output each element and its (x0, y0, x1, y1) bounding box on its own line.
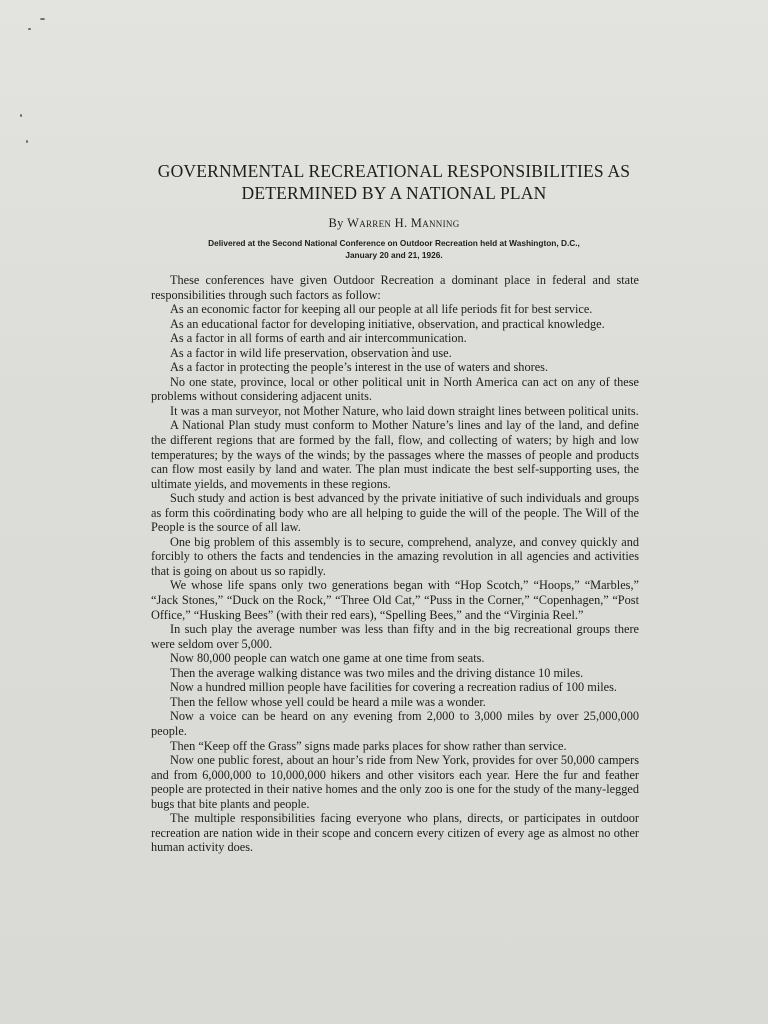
paragraph: As a factor in protecting the people’s interest in the use of waters and shores. (170, 360, 549, 375)
scan-speck (26, 140, 28, 143)
scan-speck (28, 28, 31, 30)
byline (120, 216, 668, 231)
paragraph: As a factor in all forms of earth and air intercommunication. (170, 331, 467, 346)
paragraph: As an educational factor for developing initiative, observation, and practical knowledge. (170, 316, 605, 331)
byline-prefix: By (328, 216, 344, 230)
paragraph: Then the fellow whose yell could be heard a mile was a wonder. (170, 694, 486, 709)
paragraph: Then the average walking distance was two miles and the driving distance 10 miles. (170, 665, 584, 680)
paragraph: We whose life spans only two generations began with “Hop Scotch,” “Hoops,” “Marbles,” “Jack Stones,” “Duck on the Rock,” “Three Old Cat,” “Puss in the Corner,” “Copenhagen,” “Post Office,” “Husking Bees” (with their red ears), “Spelling Bees,” and the “Virginia Reel.” (151, 578, 639, 622)
scan-speck (40, 18, 45, 20)
delivery-note (150, 238, 638, 261)
paragraph: In such play the average number was less than fifty and in the big recreational groups there were seldom over 5,000. (151, 622, 639, 651)
paragraph: It was a man surveyor, not Mother Nature, who laid down straight lines between political units. (170, 403, 639, 418)
author-name: Warren H. Manning (347, 216, 460, 230)
paragraph: Now a hundred million people have facilities for covering a recreation radius of 100 miles. (170, 680, 617, 695)
paragraph: These conferences have given Outdoor Recreation a dominant place in federal and state responsibilities through such factors as follow: (151, 273, 639, 302)
paragraph: The multiple responsibilities facing everyone who plans, directs, or participates in outdoor recreation are nation wide in their scope and concern every citizen of every age as almost no other human activity does. (151, 811, 639, 855)
delivery-note-date: January 20 and 21, 1926. (345, 249, 443, 260)
paragraph: A National Plan study must conform to Mother Nature’s lines and lay of the land, and define the different regions that are formed by the fall, flow, and collecting of waters; by high and low temperatures; by the ways of the winds; by the passages where the masses of people and products can flow most easily by land and water. The plan must indicate the best self-supporting uses, the ultimate yields, and movements in these regions. (151, 418, 639, 491)
paragraph: Now one public forest, about an hour’s ride from New York, provides for over 50,000 campers and from 6,000,000 to 10,000,000 hikers and other visitors each year. Here the fur and feather people are protected in their native homes and the only zoo is one for the study of the many-legged bugs that bite plants and people. (151, 753, 639, 811)
paragraph: As an economic factor for keeping all our people at all life periods fit for best service. (170, 302, 593, 317)
body-text (151, 273, 639, 855)
paragraph: As a factor in wild life preservation, observation and use. (170, 345, 452, 360)
paragraph: No one state, province, local or other political unit in North America can act on any of these problems without considering adjacent units. (151, 374, 639, 404)
paragraph: Such study and action is best advanced by the private initiative of such individuals and groups as form this coördinating body who are all helping to guide the will of the people. The Will of the People is the source of all law. (151, 491, 639, 535)
document-title: GOVERNMENTAL RECREATIONAL RESPONSIBILITIES AS DETERMINED BY A NATIONAL PLAN (157, 161, 631, 203)
scan-speck (20, 114, 22, 117)
paragraph: Then “Keep off the Grass” signs made parks places for show rather than service. (170, 738, 567, 753)
paragraph: Now 80,000 people can watch one game at one time from seats. (170, 651, 485, 666)
delivery-note-line: Delivered at the Second National Conference on Outdoor Recreation held at Washington, D.C., (208, 238, 580, 248)
paragraph: Now a voice can be heard on any evening from 2,000 to 3,000 miles by over 25,000,000 people. (151, 709, 639, 738)
paragraph: One big problem of this assembly is to secure, comprehend, analyze, and convey quickly and forcibly to others the facts and tendencies in the amazing revolution in all agencies and activities that is going on about us so rapidly. (151, 534, 639, 578)
